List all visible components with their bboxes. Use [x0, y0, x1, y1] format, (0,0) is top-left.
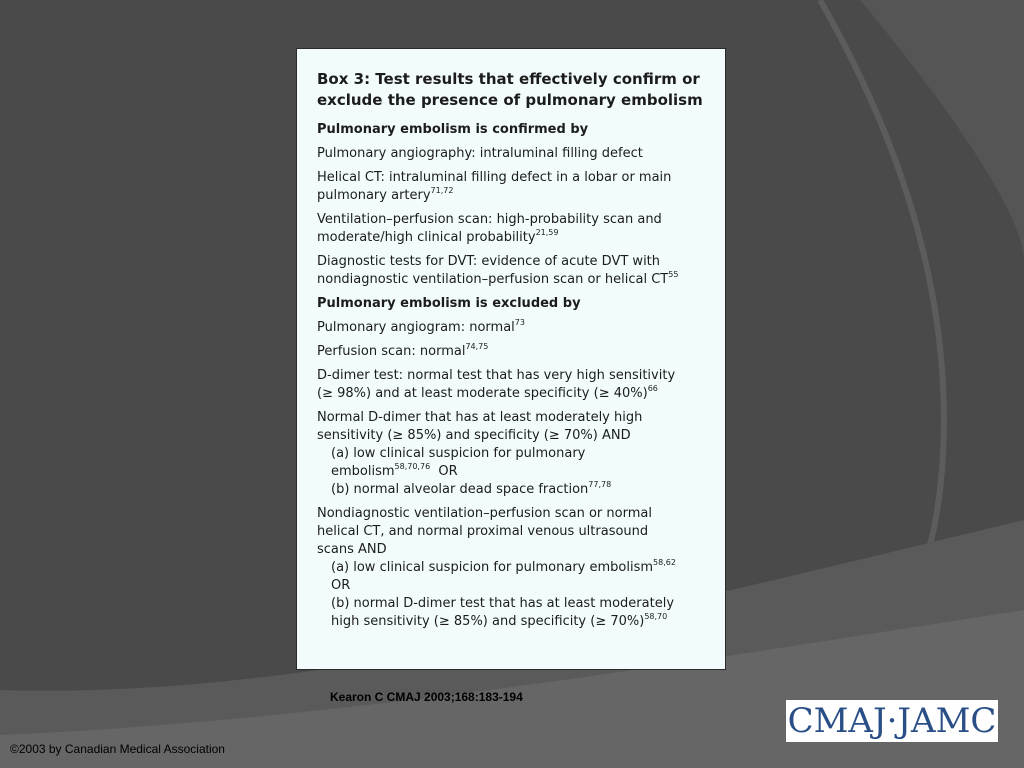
excluded-item-2-line1: Perfusion scan: normal	[317, 344, 466, 359]
excluded-item-5-line7: high sensitivity (≥ 85%) and specificity (≥ 70%)	[331, 614, 645, 629]
reference-superscript: 55	[668, 270, 679, 279]
reference-superscript: 58,70,76	[394, 462, 431, 471]
confirmed-item-dvt-tests	[317, 253, 715, 289]
excluded-item-perfusion-scan	[317, 343, 715, 361]
reference-superscript: 71,72	[430, 186, 454, 195]
excluded-item-5-line6: (b) normal D-dimer test that has at least moderately	[331, 596, 675, 611]
reference-superscript: 77,78	[588, 480, 612, 489]
confirmed-item-1-line1: Pulmonary angiography: intraluminal filling defect	[317, 146, 643, 161]
excluded-item-d-dimer	[317, 367, 715, 403]
source-citation: Kearon C CMAJ 2003;168:183-194	[330, 690, 523, 704]
reference-superscript: 73	[514, 318, 525, 327]
box-title-line2: exclude the presence of pulmonary embolism	[317, 91, 703, 109]
confirmed-heading: Pulmonary embolism is confirmed by	[317, 122, 589, 137]
reference-superscript: 66	[647, 384, 658, 393]
excluded-item-5-line3: scans AND	[317, 542, 387, 557]
cmaj-jamc-logo: CMAJ·JAMC	[787, 701, 997, 741]
excluded-item-5-line1: Nondiagnostic ventilation–perfusion scan or normal	[317, 506, 652, 521]
excluded-item-5-line5: OR	[331, 578, 351, 593]
reference-superscript: 74,75	[465, 342, 489, 351]
excluded-item-4-line1: Normal D-dimer that has at least moderately high	[317, 410, 643, 425]
excluded-item-nondiagnostic-vq	[317, 505, 715, 631]
excluded-item-4-line3: (a) low clinical suspicion for pulmonary	[331, 446, 586, 461]
box-title-line1: Box 3: Test results that effectively confirm or	[317, 70, 700, 88]
confirmed-item-4-line2: nondiagnostic ventilation–perfusion scan or helical CT	[317, 272, 669, 287]
confirmed-item-2-line2: pulmonary artery	[317, 188, 431, 203]
reference-superscript: 58,70	[644, 612, 668, 621]
confirmed-item-helical-ct	[317, 169, 715, 205]
excluded-item-3-line2: (≥ 98%) and at least moderate specificity (≥ 40%)	[317, 386, 648, 401]
confirmed-item-2-line1: Helical CT: intraluminal filling defect in a lobar or main	[317, 170, 672, 185]
excluded-item-5-line4: (a) low clinical suspicion for pulmonary embolism	[331, 560, 654, 575]
confirmed-item-vq-scan	[317, 211, 715, 247]
evidence-box	[296, 48, 726, 670]
excluded-item-normal-d-dimer	[317, 409, 715, 499]
excluded-heading: Pulmonary embolism is excluded by	[317, 296, 581, 311]
confirmed-item-3-line2: moderate/high clinical probability	[317, 230, 536, 245]
excluded-item-4-line5: (b) normal alveolar dead space fraction	[331, 482, 589, 497]
box-title	[317, 69, 715, 111]
excluded-item-4-or: OR	[438, 464, 458, 479]
excluded-item-4-line2: sensitivity (≥ 85%) and specificity (≥ 70%) AND	[317, 428, 631, 443]
excluded-item-1-line1: Pulmonary angiogram: normal	[317, 320, 515, 335]
excluded-item-4-line4: embolism	[331, 464, 395, 479]
confirmed-item-angiography	[317, 145, 715, 163]
reference-superscript: 58,62	[653, 558, 676, 567]
excluded-item-3-line1: D-dimer test: normal test that has very high sensitivity	[317, 368, 676, 383]
reference-superscript: 21,59	[535, 228, 559, 237]
confirmed-item-4-line1: Diagnostic tests for DVT: evidence of acute DVT with	[317, 254, 661, 269]
excluded-item-angiogram	[317, 319, 715, 337]
confirmed-item-3-line1: Ventilation–perfusion scan: high-probability scan and	[317, 212, 662, 227]
excluded-item-5-line2: helical CT, and normal proximal venous ultrasound	[317, 524, 649, 539]
copyright-notice: ©2003 by Canadian Medical Association	[10, 742, 225, 756]
